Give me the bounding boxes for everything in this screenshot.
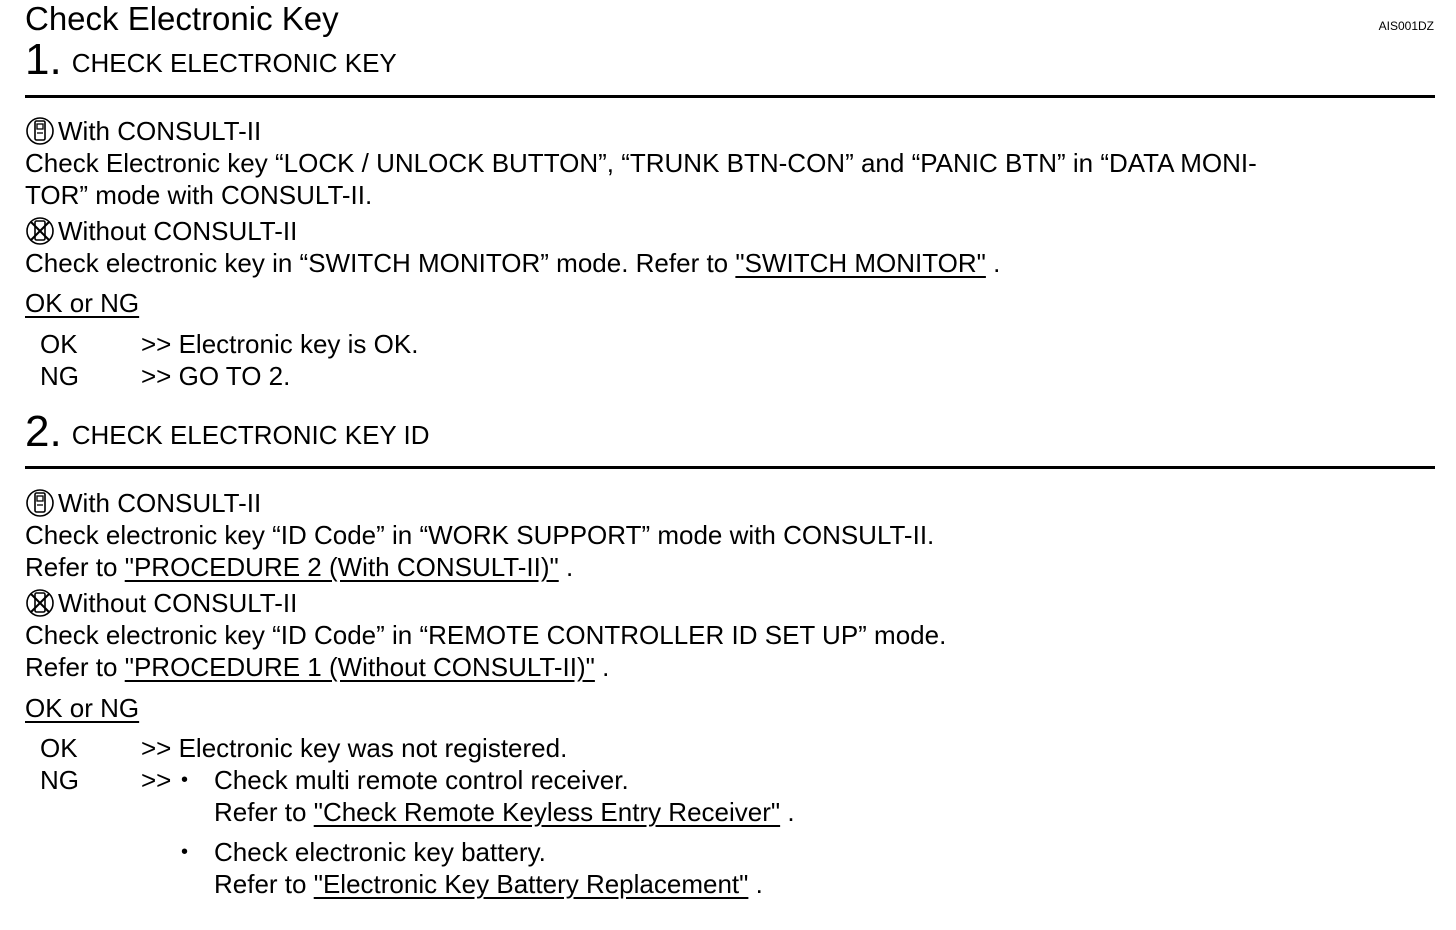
page-title: Check Electronic Key xyxy=(25,0,339,37)
step-2-without-refer xyxy=(25,651,609,683)
check-receiver-link[interactable]: "Check Remote Keyless Entry Receiver" xyxy=(313,797,781,827)
step-2-divider xyxy=(25,466,1435,469)
step-1-without-text xyxy=(25,247,1000,279)
ng-item-2-bullet: • xyxy=(181,841,189,863)
refer-to-text: Refer to xyxy=(214,869,314,899)
step-1-ok-text: >> Electronic key is OK. xyxy=(141,329,419,359)
procedure-2-link[interactable]: "PROCEDURE 2 (With CONSULT-II)" xyxy=(124,552,559,582)
step-1-heading xyxy=(25,35,397,84)
ng-item-1-refer xyxy=(214,796,795,828)
step-1-ok-label: OK xyxy=(40,329,78,359)
step-2-ok-or-ng: OK or NG xyxy=(25,693,140,723)
step-1-ok-or-ng: OK or NG xyxy=(25,288,140,318)
step-1-with-text-1: Check Electronic key “LOCK / UNLOCK BUTTON”, “TRUNK BTN-CON” and “PANIC BTN” in “DATA MONI- xyxy=(25,148,1257,178)
switch-monitor-link[interactable]: "SWITCH MONITOR" xyxy=(735,248,986,278)
ng-item-2-refer xyxy=(214,868,763,900)
step-2-ok-label: OK xyxy=(40,733,78,763)
step-2-with-text: Check electronic key “ID Code” in “WORK SUPPORT” mode with CONSULT-II. xyxy=(25,520,935,550)
no-consult-tool-icon xyxy=(25,216,55,246)
step-2-heading xyxy=(25,407,430,456)
procedure-1-link[interactable]: "PROCEDURE 1 (Without CONSULT-II)" xyxy=(124,652,595,682)
without-consult-label: Without CONSULT-II xyxy=(58,588,298,618)
step-1-without-instruction: Check electronic key in “SWITCH MONITOR” mode. Refer to xyxy=(25,248,736,278)
with-consult-label: With CONSULT-II xyxy=(58,116,262,146)
with-consult-label: With CONSULT-II xyxy=(58,488,262,518)
refer-to-text: Refer to xyxy=(25,652,125,682)
no-consult-tool-icon xyxy=(25,588,55,618)
period: . xyxy=(558,552,574,582)
step-2-number: 2. xyxy=(25,407,62,456)
period: . xyxy=(748,869,763,899)
refer-to-text: Refer to xyxy=(214,797,314,827)
consult-tool-icon xyxy=(25,488,55,518)
step-1-ng-text: >> GO TO 2. xyxy=(141,361,291,391)
step-1-with-text-2: TOR” mode with CONSULT-II. xyxy=(25,180,373,210)
step-2-title: CHECK ELECTRONIC KEY ID xyxy=(71,420,430,450)
consult-tool-icon xyxy=(25,116,55,146)
period: . xyxy=(780,797,795,827)
ng-item-1-text: Check multi remote control receiver. xyxy=(214,765,629,795)
step-2-ng-label: NG xyxy=(40,765,79,795)
ng-item-1-bullet: • xyxy=(181,769,189,791)
step-2-ng-arrow: >> xyxy=(141,765,172,795)
document-code: AIS001DZ xyxy=(1378,19,1434,33)
step-2-without-text: Check electronic key “ID Code” in “REMOTE CONTROLLER ID SET UP” mode. xyxy=(25,620,947,650)
without-consult-label: Without CONSULT-II xyxy=(58,216,298,246)
step-2-ok-text: >> Electronic key was not registered. xyxy=(141,733,568,763)
step-1-number: 1. xyxy=(25,35,62,84)
battery-replacement-link[interactable]: "Electronic Key Battery Replacement" xyxy=(313,869,749,899)
period: . xyxy=(985,248,1001,278)
step-1-ng-label: NG xyxy=(40,361,79,391)
step-1-divider xyxy=(25,95,1435,98)
period: . xyxy=(594,652,610,682)
ng-item-2-text: Check electronic key battery. xyxy=(214,837,546,867)
refer-to-text: Refer to xyxy=(25,552,125,582)
step-2-with-refer xyxy=(25,551,573,583)
step-1-title: CHECK ELECTRONIC KEY xyxy=(71,48,397,78)
